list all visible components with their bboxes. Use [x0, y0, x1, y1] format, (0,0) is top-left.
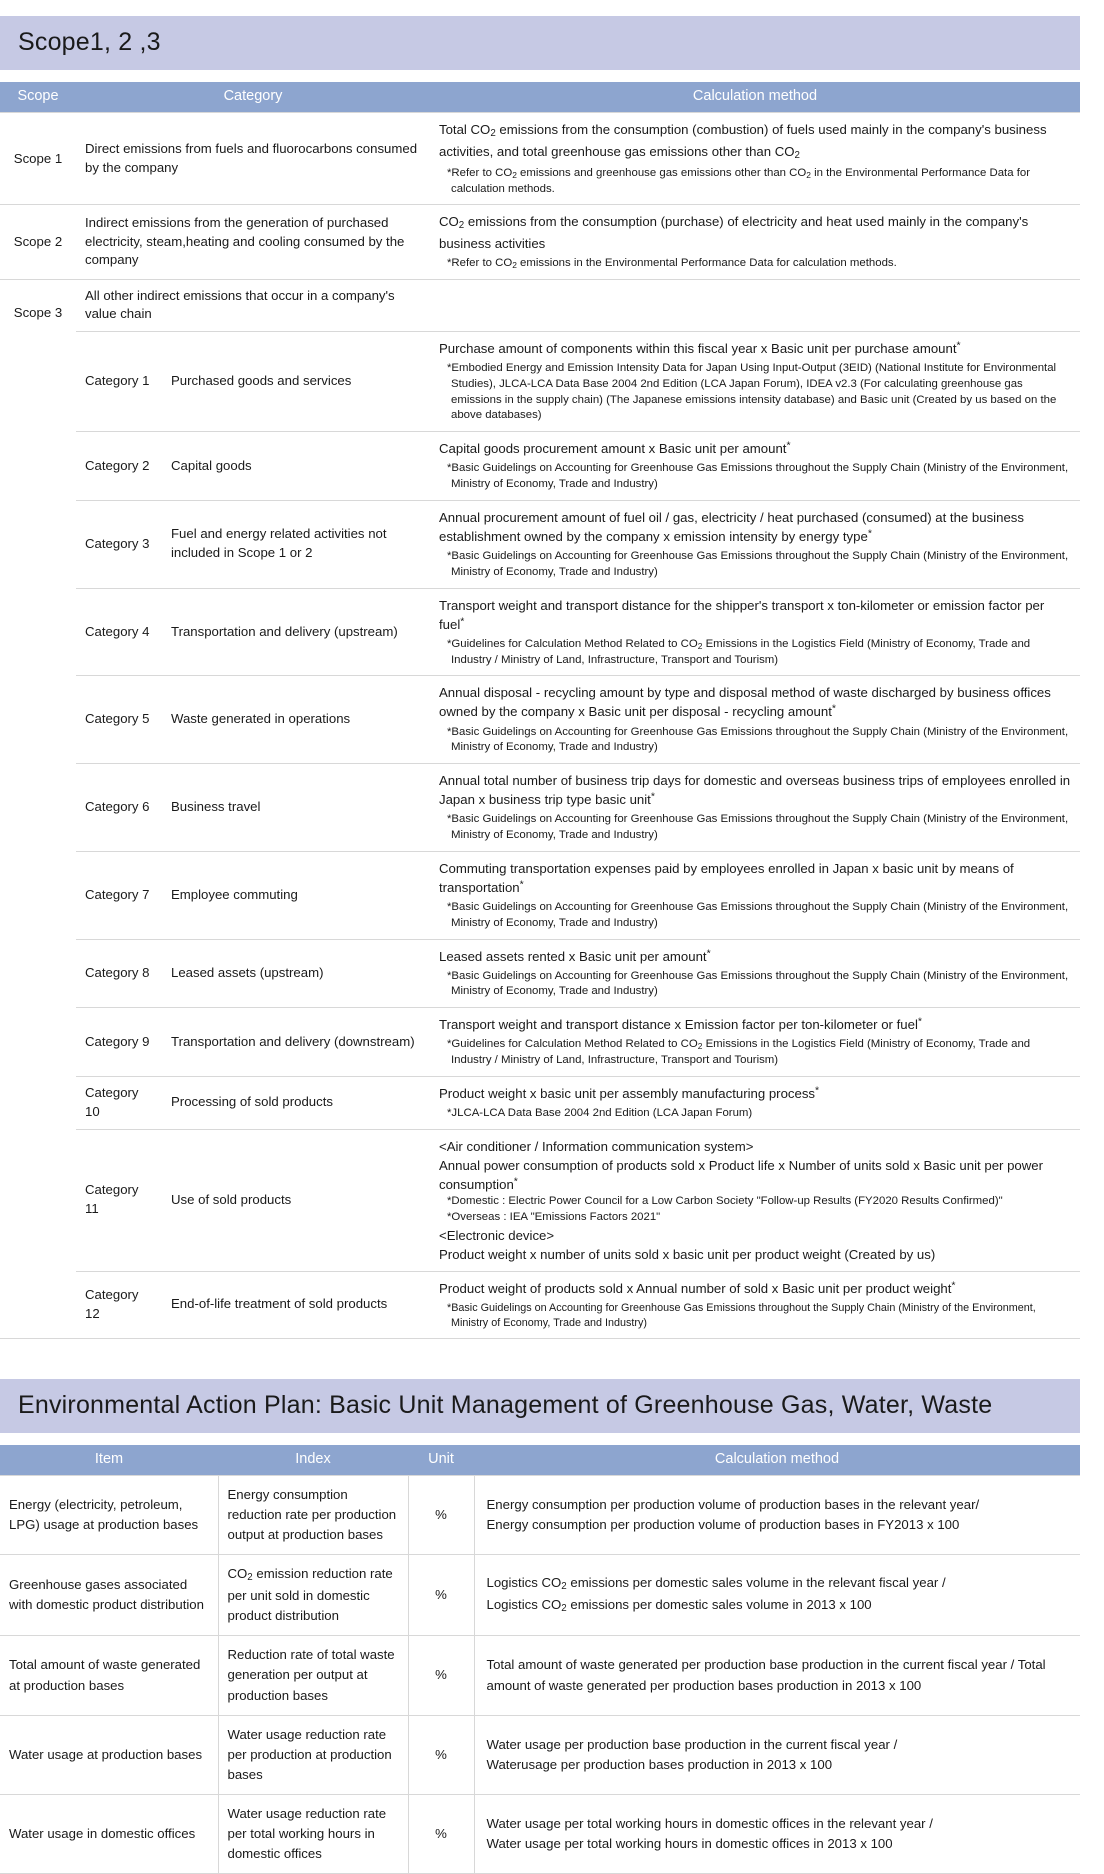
plan-calc-water-production [474, 1715, 1080, 1794]
plan-item-energy: Energy (electricity, petroleum, LPG) usage at production bases [0, 1476, 218, 1555]
plan-calc-water-offices [474, 1794, 1080, 1873]
section-title-action-plan: Environmental Action Plan: Basic Unit Management of Greenhouse Gas, Water, Waste [0, 1379, 1080, 1433]
category-1-calculation [430, 332, 1080, 432]
category-11-name: Use of sold products [162, 1129, 430, 1271]
scope2-description: Indirect emissions from the generation of purchased electricity, steam,heating and cooling consumed by the company [76, 205, 430, 279]
category-11-line4: Product weight x number of units sold x basic unit per product weight (Created by us) [439, 1246, 936, 1262]
category-12-calc-note: *Basic Guidelings on Accounting for Greenhouse Gas Emissions throughout the Supply Chain (Ministry of the Environment, Ministry of Economy, Trade and Industry) [447, 1301, 1036, 1329]
plan-calc-water-offices-line1: Water usage per total working hours in domestic offices in the relevant year / [486, 1815, 933, 1831]
plan-index-water-production: Water usage reduction rate per production at production bases [218, 1715, 408, 1794]
column-header-unit: Unit [408, 1445, 474, 1476]
plan-calc-ghg-line2: Logistics $CO_2$ emissions per domestic sales volume in 2013 x 100 [486, 1597, 872, 1615]
table-row-category-3 [0, 500, 1080, 588]
plan-item-waste: Total amount of waste generated at production bases [0, 1636, 218, 1715]
scope1-calc-note: *Refer to $CO_2$ emissions and greenhouse gas emissions other than $CO_2$ in the Environmental Performance Data for calculation methods. [447, 166, 1030, 195]
category-4-calc-note: *Guidelines for Calculation Method Related to $CO_2$ Emissions in the Logistics Field (Ministry of Economy, Trade and Industry / Ministry of Land, Infrastructure, Transport and Tourism) [447, 637, 1031, 666]
section-spacer [0, 1339, 1104, 1379]
table-row-category-7 [0, 851, 1080, 939]
category-2-calc-note: *Basic Guidelings on Accounting for Greenhouse Gas Emissions throughout the Supply Chain (Ministry of the Environment, Ministry of Economy, Trade and Industry) [447, 462, 1069, 491]
plan-calc-ghg [474, 1555, 1080, 1636]
category-9-number: Category 9 [76, 1008, 162, 1077]
category-12-calculation [430, 1271, 1080, 1338]
plan-calc-water-offices-line2: Water usage per total working hours in domestic offices in 2013 x 100 [486, 1835, 893, 1851]
plan-calc-energy-line2: Energy consumption per production volume of production bases in FY2013 x 100 [486, 1517, 960, 1533]
category-9-calc-main: Transport weight and transport distance x Emission factor per ton-kilometer or fuel* [439, 1015, 922, 1033]
plan-index-energy: Energy consumption reduction rate per production output at production bases [218, 1476, 408, 1555]
table-row-scope3 [0, 279, 1080, 331]
table-row-category-10 [0, 1076, 1080, 1129]
scope2-calc-note: *Refer to $CO_2$ emissions in the Environmental Performance Data for calculation methods. [447, 256, 897, 270]
table-row-energy [0, 1476, 1080, 1555]
plan-unit-ghg: % [408, 1555, 474, 1636]
category-1-name: Purchased goods and services [162, 332, 430, 432]
table-row-category-2 [0, 432, 1080, 501]
document-page [0, 16, 1104, 1874]
category-11-note-overseas: *Overseas : IEA "Emissions Factors 2021" [447, 1210, 661, 1223]
category-9-calculation [430, 1008, 1080, 1077]
table-row-category-11 [0, 1129, 1080, 1271]
table-row-category-9 [0, 1008, 1080, 1077]
category-8-calc-main: Leased assets rented x Basic unit per amount* [439, 947, 711, 964]
plan-index-water-offices: Water usage reduction rate per total working hours in domestic offices [218, 1794, 408, 1873]
category-11-line2: Annual power consumption of products sold x Product life x Number of units sold x Basic unit per power consumption* [439, 1157, 1043, 1192]
scope-table-header-row [0, 82, 1080, 113]
category-2-calculation [430, 432, 1080, 501]
section-title-scope: Scope1, 2 ,3 [0, 16, 1080, 70]
category-10-calc-main: Product weight x basic unit per assembly manufacturing process* [439, 1084, 820, 1101]
table-row-category-12 [0, 1271, 1080, 1338]
action-plan-header-row [0, 1445, 1080, 1476]
category-7-calculation [430, 851, 1080, 939]
column-header-calculation-method: Calculation method [430, 82, 1080, 113]
category-7-calc-main: Commuting transportation expenses paid by employees enrolled in Japan x basic unit by means of transportation* [439, 860, 1014, 895]
category-11-line1: <Air conditioner / Information communication system> [439, 1138, 754, 1154]
category-1-number: Category 1 [76, 332, 162, 432]
category-5-calc-note: *Basic Guidelings on Accounting for Greenhouse Gas Emissions throughout the Supply Chain (Ministry of the Environment, Ministry of Economy, Trade and Industry) [447, 725, 1069, 754]
category-10-name: Processing of sold products [162, 1076, 430, 1129]
table-row-ghg-distribution [0, 1555, 1080, 1636]
category-10-calculation [430, 1076, 1080, 1129]
table-row-category-4 [0, 588, 1080, 676]
category-10-number: Category 10 [76, 1076, 162, 1129]
scope1-label: Scope 1 [0, 113, 76, 205]
plan-unit-water-offices: % [408, 1794, 474, 1873]
column-header-scope: Scope [0, 82, 76, 113]
plan-unit-waste: % [408, 1636, 474, 1715]
category-11-line3: <Electronic device> [439, 1227, 555, 1243]
category-9-name: Transportation and delivery (downstream) [162, 1008, 430, 1077]
table-row-category-5 [0, 676, 1080, 764]
plan-unit-energy: % [408, 1476, 474, 1555]
category-3-calc-main: Annual procurement amount of fuel oil / gas, electricity / heat purchased (consumed) at the business establishment owned by the company x emission intensity by energy type* [439, 509, 1024, 544]
plan-calc-waste: Total amount of waste generated per production base production in the current fiscal year / Total amount of waste generated per production bases production in 2013 x 100 [474, 1636, 1080, 1715]
plan-item-water-production: Water usage at production bases [0, 1715, 218, 1794]
table-row-water-offices [0, 1794, 1080, 1873]
category-1-calc-main: Purchase amount of components within this fiscal year x Basic unit per purchase amount* [439, 339, 961, 357]
table-row-category-1 [0, 332, 1080, 432]
column-header-calculation-method-2: Calculation method [474, 1445, 1080, 1476]
plan-calc-energy-line1: Energy consumption per production volume of production bases in the relevant year/ [486, 1497, 980, 1513]
plan-item-water-offices: Water usage in domestic offices [0, 1794, 218, 1873]
category-12-name: End-of-life treatment of sold products [162, 1271, 430, 1338]
category-12-number: Category 12 [76, 1271, 162, 1338]
category-6-calculation [430, 764, 1080, 852]
scope-table [0, 82, 1080, 1339]
category-12-calc-main: Product weight of products sold x Annual number of sold x Basic unit per product weight* [439, 1279, 956, 1296]
category-3-number: Category 3 [76, 500, 162, 588]
category-8-number: Category 8 [76, 939, 162, 1008]
scope1-calc-main: Total $CO_2$ emissions from the consumption (combustion) of fuels used mainly in the company's business activities, and total greenhouse gas emissions other than $CO_2$ [439, 122, 1047, 161]
action-plan-table [0, 1445, 1080, 1874]
category-11-calculation [430, 1129, 1080, 1271]
category-3-name: Fuel and energy related activities not included in Scope 1 or 2 [162, 500, 430, 588]
category-8-calc-note: *Basic Guidelings on Accounting for Greenhouse Gas Emissions throughout the Supply Chain (Ministry of the Environment, Ministry of Economy, Trade and Industry) [447, 969, 1069, 998]
plan-item-ghg: Greenhouse gases associated with domestic product distribution [0, 1555, 218, 1636]
category-6-calc-main: Annual total number of business trip days for domestic and overseas business trips of employees enrolled in Japan x business trip type basic unit* [439, 773, 1071, 808]
category-5-calculation [430, 676, 1080, 764]
scope2-label: Scope 2 [0, 205, 76, 279]
scope3-label: Scope 3 [0, 279, 76, 1338]
scope1-calculation [430, 113, 1080, 205]
category-9-calc-note: *Guidelines for Calculation Method Related to $CO_2$ Emissions in the Logistics Field (Ministry of Economy, Trade and Industry / Ministry of Land, Infrastructure, Transport and Tourism) [447, 1038, 1031, 1067]
column-header-category: Category [76, 82, 430, 113]
category-2-name: Capital goods [162, 432, 430, 501]
scope1-description: Direct emissions from fuels and fluorocarbons consumed by the company [76, 113, 430, 205]
column-header-index: Index [218, 1445, 408, 1476]
category-4-calculation [430, 588, 1080, 676]
category-4-number: Category 4 [76, 588, 162, 676]
plan-calc-water-production-line2: Waterusage per production bases production in 2013 x 100 [486, 1756, 833, 1772]
table-row-category-6 [0, 764, 1080, 852]
table-row-category-8 [0, 939, 1080, 1008]
category-5-name: Waste generated in operations [162, 676, 430, 764]
plan-calc-energy [474, 1476, 1080, 1555]
table-row-scope1 [0, 113, 1080, 205]
category-6-name: Business travel [162, 764, 430, 852]
category-4-calc-main: Transport weight and transport distance for the shipper's transport x ton-kilometer or emission factor per fuel* [439, 597, 1045, 632]
category-6-number: Category 6 [76, 764, 162, 852]
category-4-name: Transportation and delivery (upstream) [162, 588, 430, 676]
table-row-waste [0, 1636, 1080, 1715]
category-5-number: Category 5 [76, 676, 162, 764]
column-header-item: Item [0, 1445, 218, 1476]
plan-index-waste: Reduction rate of total waste generation per output at production bases [218, 1636, 408, 1715]
category-10-calc-note: *JLCA-LCA Data Base 2004 2nd Edition (LCA Japan Forum) [447, 1106, 753, 1119]
category-2-number: Category 2 [76, 432, 162, 501]
category-5-calc-main: Annual disposal - recycling amount by type and disposal method of waste discharged by business offices owned by the company x Basic unit per disposal - recycling amount* [439, 685, 1051, 720]
scope2-calc-main: $CO_2$ emissions from the consumption (purchase) of electricity and heat used mainly in the company's business activities [439, 214, 1029, 251]
category-11-number: Category 11 [76, 1129, 162, 1271]
table-row-water-production [0, 1715, 1080, 1794]
scope3-description: All other indirect emissions that occur in a company's value chain [76, 279, 430, 331]
category-6-calc-note: *Basic Guidelings on Accounting for Greenhouse Gas Emissions throughout the Supply Chain (Ministry of the Environment, Ministry of Economy, Trade and Industry) [447, 813, 1069, 842]
scope2-calculation [430, 205, 1080, 279]
plan-calc-ghg-line1: Logistics $CO_2$ emissions per domestic sales volume in the relevant fiscal year / [486, 1575, 946, 1593]
plan-index-ghg: $CO_2$ emission reduction rate per unit sold in domestic product distribution [218, 1555, 408, 1636]
category-7-calc-note: *Basic Guidelings on Accounting for Greenhouse Gas Emissions throughout the Supply Chain (Ministry of the Environment, Ministry of Economy, Trade and Industry) [447, 901, 1069, 929]
category-3-calc-note: *Basic Guidelings on Accounting for Greenhouse Gas Emissions throughout the Supply Chain (Ministry of the Environment, Ministry of Economy, Trade and Industry) [447, 550, 1069, 578]
category-7-name: Employee commuting [162, 851, 430, 939]
category-1-calc-note: *Embodied Energy and Emission Intensity Data for Japan Using Input-Output (3EID) (National Institute for Environmental Studies), JLCA-LCA Data Base 2004 2nd Edition (LCA Japan Forum), IDEA v2.3 (For calculating greenhouse gas emissions in the supply chain) (The Japanese emissions intensity database) and Basic unit (Created by us based on the above databases) [447, 362, 1057, 422]
scope3-calculation [430, 279, 1080, 331]
plan-calc-water-production-line1: Water usage per production base production in the current fiscal year / [486, 1736, 898, 1752]
category-7-number: Category 7 [76, 851, 162, 939]
category-2-calc-main: Capital goods procurement amount x Basic unit per amount* [439, 439, 791, 457]
category-8-calculation [430, 939, 1080, 1008]
plan-unit-water-production: % [408, 1715, 474, 1794]
category-11-note-domestic: *Domestic : Electric Power Council for a Low Carbon Society "Follow-up Results (FY2020 Results Confirmed)" [447, 1195, 1003, 1208]
table-row-scope2 [0, 205, 1080, 279]
category-3-calculation [430, 500, 1080, 588]
category-8-name: Leased assets (upstream) [162, 939, 430, 1008]
